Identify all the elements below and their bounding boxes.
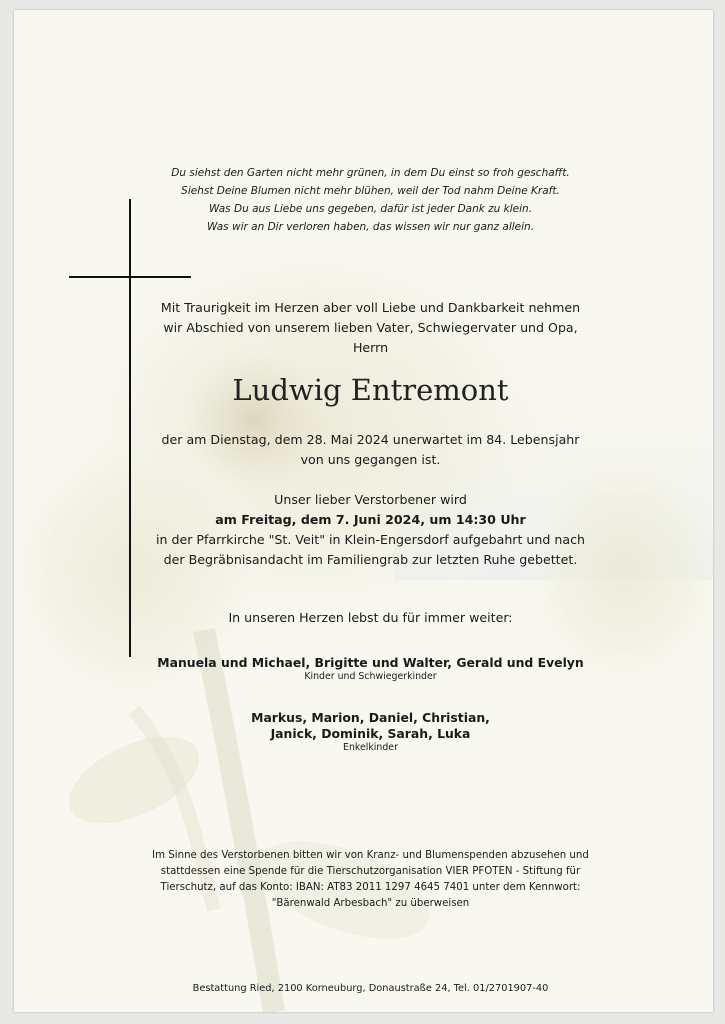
- closing-line: In unseren Herzen lebst du für immer weiter:: [228, 610, 513, 625]
- funeral-line: in der Pfarrkirche "St. Veit" in Klein-Engersdorf aufgebahrt und nach: [156, 532, 585, 547]
- funeral-info: [28, 490, 713, 570]
- funeral-line: Unser lieber Verstorbener wird: [274, 492, 467, 507]
- intro-line: Herrn: [352, 340, 389, 355]
- grandchildren-names: Markus, Marion, Daniel, Christian,: [251, 710, 490, 725]
- obituary-page: [14, 10, 713, 1012]
- donation-line: "Bärenwald Arbesbach" zu überweisen: [271, 898, 470, 909]
- donation-line: stattdessen eine Spende für die Tierschutzorganisation VIER PFOTEN - Stiftung für: [160, 866, 581, 877]
- poem: [28, 164, 713, 236]
- funeral-home-footer: Bestattung Ried, 2100 Korneuburg, Donaustraße 24, Tel. 01/2701907-40: [192, 983, 549, 994]
- deceased-name: Ludwig Entremont: [232, 373, 509, 407]
- children-block: [28, 655, 713, 683]
- donation-note: [28, 848, 713, 912]
- intro-text: [28, 298, 713, 358]
- poem-line: Was Du aus Liebe uns gegeben, dafür ist jeder Dank zu klein.: [208, 203, 533, 215]
- poem-line: Siehst Deine Blumen nicht mehr blühen, weil der Tod nahm Deine Kraft.: [181, 185, 560, 197]
- funeral-date: am Freitag, dem 7. Juni 2024, um 14:30 Uhr: [215, 512, 526, 527]
- funeral-line: der Begräbnisandacht im Familiengrab zur letzten Ruhe gebettet.: [163, 552, 578, 567]
- children-label: Kinder und Schwiegerkinder: [304, 671, 437, 682]
- death-line: von uns gegangen ist.: [300, 452, 441, 467]
- grandchildren-names: Janick, Dominik, Sarah, Luka: [270, 726, 471, 741]
- poem-line: Du siehst den Garten nicht mehr grünen, in dem Du einst so froh geschafft.: [171, 167, 570, 179]
- death-notice: [28, 430, 713, 470]
- donation-line: Tierschutz, auf das Konto: IBAN: AT83 2011 1297 4645 7401 unter dem Kennwort:: [160, 882, 581, 893]
- cross-symbol-bar: [69, 276, 191, 278]
- grandchildren-label: Enkelkinder: [343, 742, 398, 753]
- grandchildren-block: [28, 710, 713, 754]
- cross-symbol: [129, 199, 131, 657]
- children-names: Manuela und Michael, Brigitte und Walter, Gerald und Evelyn: [157, 655, 584, 670]
- death-line: der am Dienstag, dem 28. Mai 2024 unerwartet im 84. Lebensjahr: [161, 432, 580, 447]
- poem-line: Was wir an Dir verloren haben, das wissen wir nur ganz allein.: [206, 221, 535, 233]
- intro-line: wir Abschied von unserem lieben Vater, Schwiegervater und Opa,: [163, 320, 578, 335]
- donation-line: Im Sinne des Verstorbenen bitten wir von Kranz- und Blumenspenden abzusehen und: [152, 850, 589, 861]
- intro-line: Mit Traurigkeit im Herzen aber voll Liebe und Dankbarkeit nehmen: [160, 300, 581, 315]
